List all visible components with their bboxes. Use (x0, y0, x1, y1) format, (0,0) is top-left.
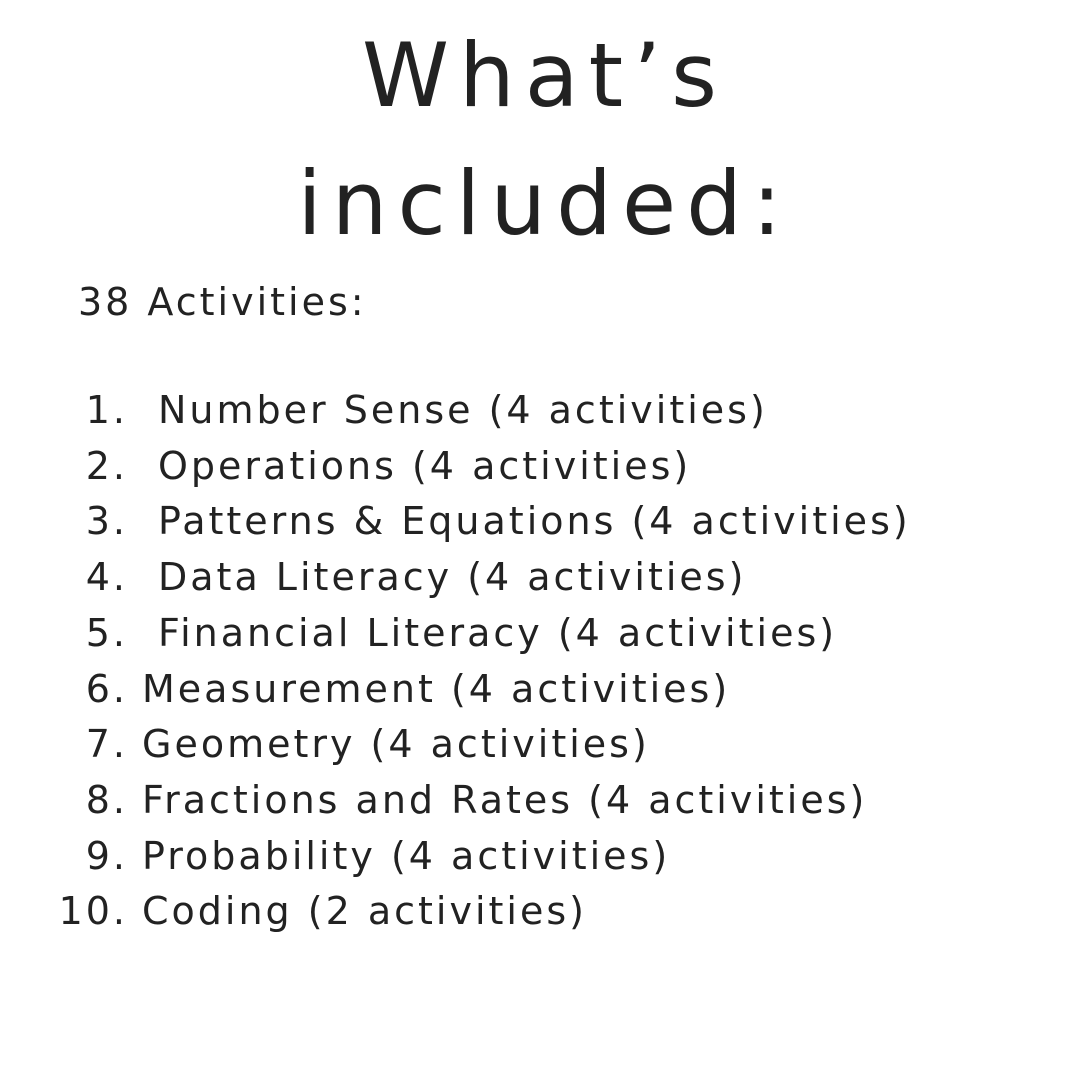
list-label: Number Sense (4 activities) (158, 388, 768, 432)
list-number: 4. (85, 555, 128, 600)
list-label: Probability (4 activities) (142, 833, 671, 878)
list-label: Data Literacy (4 activities) (158, 555, 747, 600)
list-label: Operations (4 activities) (158, 443, 692, 488)
list-number: 3. (85, 499, 128, 544)
list-number: 9. (85, 833, 128, 878)
list-number: 6. (85, 666, 128, 711)
list-label: Fractions and Rates (4 activities) (142, 777, 868, 822)
list-number: 1. (85, 388, 128, 432)
list-number: 2. (85, 443, 128, 488)
list-number: 8. (85, 777, 128, 822)
list-number: 5. (85, 610, 128, 655)
list-label: Measurement (4 activities) (142, 666, 731, 711)
title-line-1: What’s (361, 24, 728, 127)
list-label: Coding (2 activities) (142, 889, 587, 934)
activities-count: 38 Activities: (78, 280, 367, 324)
list-label: Patterns & Equations (4 activities) (158, 499, 911, 544)
list-label: Financial Literacy (4 activities) (158, 610, 838, 655)
list-label: Geometry (4 activities) (142, 722, 650, 767)
list-number: 10. (58, 889, 128, 934)
list-number: 7. (85, 722, 128, 767)
title-line-2: included: (297, 152, 792, 255)
